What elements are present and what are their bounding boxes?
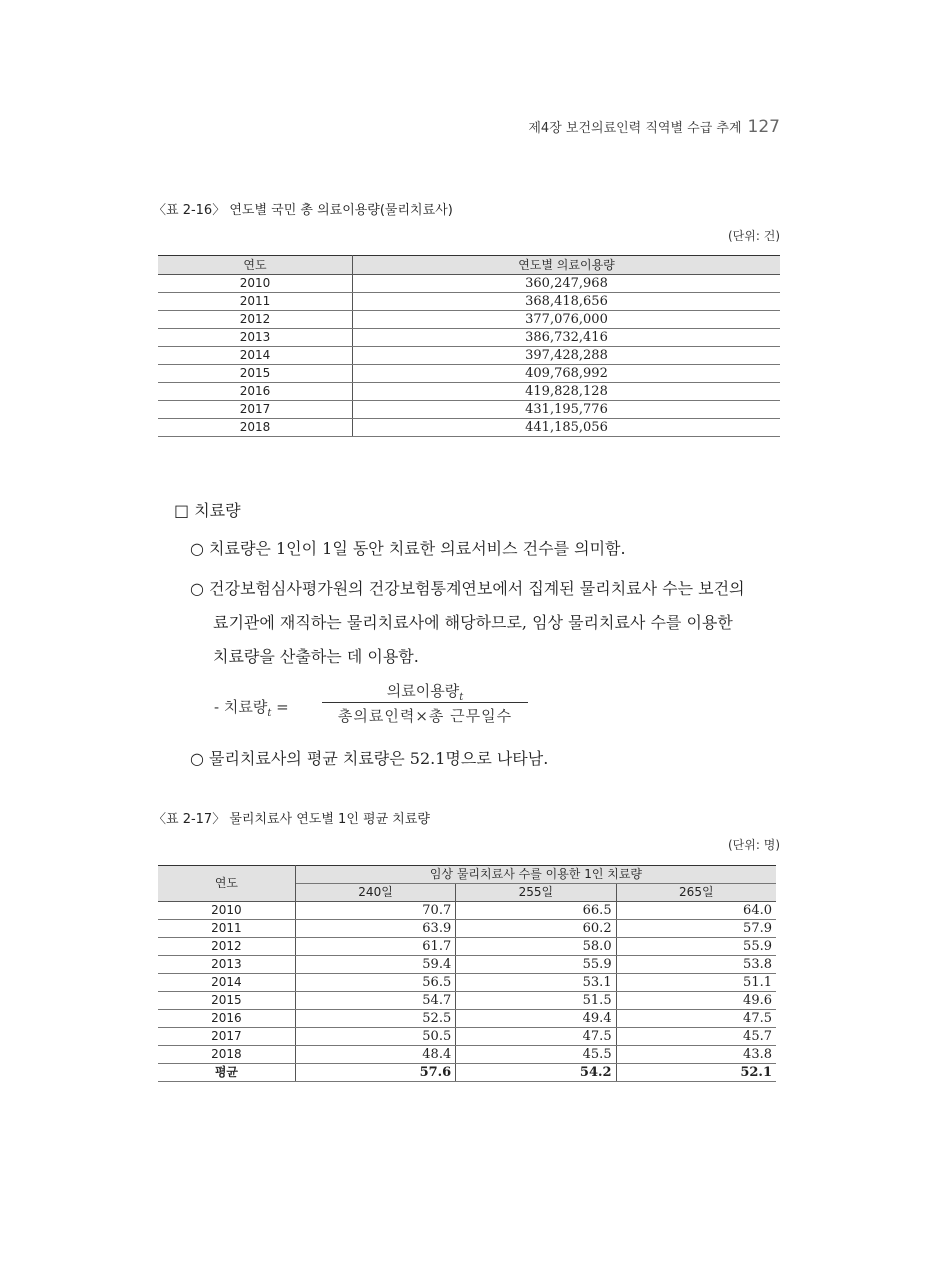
formula-numerator-subscript: t xyxy=(459,692,464,703)
table2-240-cell: 63.9 xyxy=(295,920,455,938)
table2-240-cell: 56.5 xyxy=(295,974,455,992)
table2-header-255: 255일 xyxy=(456,884,616,902)
table2-255-cell: 58.0 xyxy=(456,938,616,956)
table1-year-cell: 2018 xyxy=(158,419,353,437)
formula-fraction xyxy=(322,680,528,727)
table1-header-usage: 연도별 의료이용량 xyxy=(353,256,781,275)
table-row xyxy=(158,938,776,956)
table2-year-cell: 2013 xyxy=(158,956,295,974)
table2-255-cell: 47.5 xyxy=(456,1028,616,1046)
table2-unit: (단위: 명) xyxy=(728,838,780,852)
table2-240-cell: 54.7 xyxy=(295,992,455,1010)
table2-year-cell: 2011 xyxy=(158,920,295,938)
table2-240-cell: 57.6 xyxy=(295,1064,455,1082)
table-row xyxy=(158,1010,776,1028)
paragraph-3 xyxy=(190,742,782,776)
table2-year-cell: 2016 xyxy=(158,1010,295,1028)
table1-unit: (단위: 건) xyxy=(728,229,780,243)
table1-year-cell: 2011 xyxy=(158,293,353,311)
table2-240-cell: 50.5 xyxy=(295,1028,455,1046)
paragraph-1-text: ○ 치료량은 1인이 1일 동안 치료한 의료서비스 건수를 의미함. xyxy=(190,539,626,558)
chapter-title: 제4장 보건의료인력 직역별 수급 추계 xyxy=(528,121,742,136)
table1-usage-cell: 419,828,128 xyxy=(353,383,781,401)
table-row xyxy=(158,311,780,329)
table2-240-cell: 48.4 xyxy=(295,1046,455,1064)
table2-header-265: 265일 xyxy=(616,884,776,902)
table1 xyxy=(158,255,780,437)
paragraph-1 xyxy=(190,532,782,566)
table2-265-cell: 57.9 xyxy=(616,920,776,938)
paragraph-2-line-1: ○ 건강보험심사평가원의 건강보험통계연보에서 집계된 물리치료사 수는 보건의 xyxy=(190,579,745,598)
table1-header-row xyxy=(158,256,780,275)
table2-year-cell: 2010 xyxy=(158,902,295,920)
table2-255-cell: 51.5 xyxy=(456,992,616,1010)
table-row xyxy=(158,974,776,992)
table2-265-cell: 64.0 xyxy=(616,902,776,920)
table1-usage-cell: 360,247,968 xyxy=(353,275,781,293)
table1-caption: 〈표 2-16〉 연도별 국민 총 의료이용량(물리치료사) xyxy=(153,203,453,218)
formula-equals: = xyxy=(276,698,289,716)
formula-subscript: t xyxy=(267,708,272,719)
table2-year-cell: 2014 xyxy=(158,974,295,992)
table2-year-cell: 2015 xyxy=(158,992,295,1010)
formula-lhs xyxy=(214,696,289,719)
table-row xyxy=(158,401,780,419)
table2-265-cell: 45.7 xyxy=(616,1028,776,1046)
table2-header-year: 연도 xyxy=(158,866,295,902)
table2-255-cell: 49.4 xyxy=(456,1010,616,1028)
table2-255-cell: 54.2 xyxy=(456,1064,616,1082)
table1-usage-cell: 431,195,776 xyxy=(353,401,781,419)
table-row xyxy=(158,365,780,383)
table1-usage-cell: 397,428,288 xyxy=(353,347,781,365)
paragraph-3-text: ○ 물리치료사의 평균 치료량은 52.1명으로 나타남. xyxy=(190,749,549,768)
table1-year-cell: 2010 xyxy=(158,275,353,293)
table2-240-cell: 59.4 xyxy=(295,956,455,974)
table1-usage-cell: 368,418,656 xyxy=(353,293,781,311)
table2-average-row xyxy=(158,1064,776,1082)
page-header xyxy=(0,117,780,137)
table2-header-row-1 xyxy=(158,866,776,884)
table1-usage-cell: 386,732,416 xyxy=(353,329,781,347)
table2-year-cell: 2018 xyxy=(158,1046,295,1064)
table-row xyxy=(158,992,776,1010)
table2-265-cell: 53.8 xyxy=(616,956,776,974)
table-row xyxy=(158,275,780,293)
table-row xyxy=(158,1028,776,1046)
table1-header-year: 연도 xyxy=(158,256,353,275)
table1-year-cell: 2017 xyxy=(158,401,353,419)
table2-255-cell: 53.1 xyxy=(456,974,616,992)
table2-265-cell: 43.8 xyxy=(616,1046,776,1064)
table2-header-240: 240일 xyxy=(295,884,455,902)
section-heading: □ 치료량 xyxy=(174,501,241,520)
table1-year-cell: 2015 xyxy=(158,365,353,383)
table2-255-cell: 45.5 xyxy=(456,1046,616,1064)
table-row xyxy=(158,329,780,347)
table1-year-cell: 2016 xyxy=(158,383,353,401)
table-row xyxy=(158,383,780,401)
table1-usage-cell: 377,076,000 xyxy=(353,311,781,329)
table2-265-cell: 55.9 xyxy=(616,938,776,956)
table2-year-cell: 평균 xyxy=(158,1064,295,1082)
formula-numerator-text: 의료이용량 xyxy=(386,682,460,700)
table-row xyxy=(158,920,776,938)
table2-255-cell: 55.9 xyxy=(456,956,616,974)
table-row xyxy=(158,902,776,920)
table2-caption: 〈표 2-17〉 물리치료사 연도별 1인 평균 치료량 xyxy=(153,812,430,827)
table-row xyxy=(158,419,780,437)
table-row xyxy=(158,293,780,311)
table-row xyxy=(158,956,776,974)
table1-usage-cell: 441,185,056 xyxy=(353,419,781,437)
table2-240-cell: 61.7 xyxy=(295,938,455,956)
table1-year-cell: 2012 xyxy=(158,311,353,329)
table2-240-cell: 70.7 xyxy=(295,902,455,920)
table-row xyxy=(158,347,780,365)
table2-body xyxy=(158,902,776,1082)
table-row xyxy=(158,1046,776,1064)
table2 xyxy=(158,865,776,1082)
table1-year-cell: 2013 xyxy=(158,329,353,347)
table1-usage-cell: 409,768,992 xyxy=(353,365,781,383)
paragraph-2 xyxy=(190,572,782,674)
paragraph-2-line-3: 치료량을 산출하는 데 이용함. xyxy=(213,647,419,666)
table2-255-cell: 66.5 xyxy=(456,902,616,920)
table2-255-cell: 60.2 xyxy=(456,920,616,938)
table1-body xyxy=(158,275,780,437)
table1-year-cell: 2014 xyxy=(158,347,353,365)
formula-denominator: 총의료인력×총 근무일수 xyxy=(337,707,513,725)
formula-numerator xyxy=(322,680,528,703)
table2-265-cell: 52.1 xyxy=(616,1064,776,1082)
table2-265-cell: 49.6 xyxy=(616,992,776,1010)
table2-240-cell: 52.5 xyxy=(295,1010,455,1028)
paragraph-2-line-2: 료기관에 재직하는 물리치료사에 해당하므로, 임상 물리치료사 수를 이용한 xyxy=(213,613,733,632)
table2-year-cell: 2012 xyxy=(158,938,295,956)
page-number: 127 xyxy=(747,117,780,137)
formula-lhs-text: - 치료량 xyxy=(214,698,268,716)
table2-265-cell: 51.1 xyxy=(616,974,776,992)
table2-265-cell: 47.5 xyxy=(616,1010,776,1028)
table2-year-cell: 2017 xyxy=(158,1028,295,1046)
table2-header-group: 임상 물리치료사 수를 이용한 1인 치료량 xyxy=(295,866,776,884)
